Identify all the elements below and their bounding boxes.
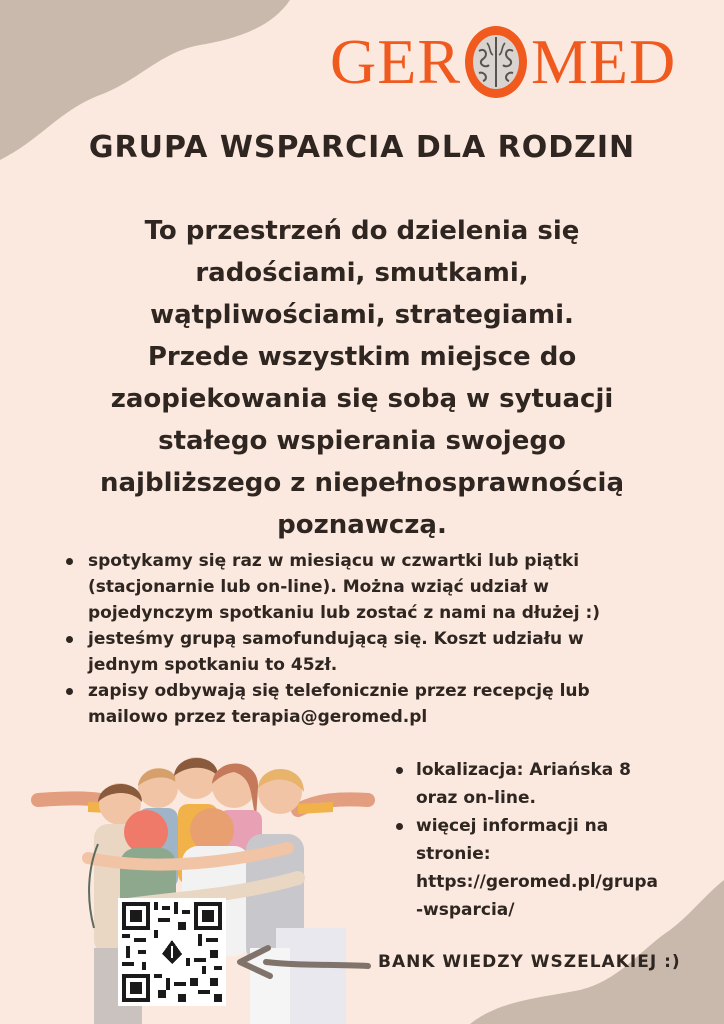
list-item [392,756,692,812]
intro-line: stałego wspierania swojego [158,426,566,456]
intro-line: To przestrzeń do dzielenia się [144,216,580,246]
logo-text-left: GER [330,26,461,97]
list-item [64,626,664,678]
list-item-line: lokalizacja: Ariańska 8 [416,760,631,780]
list-item-line: (stacjonarnie lub on-line). Można wziąć udział w [88,577,549,597]
list-item [64,548,664,626]
qr-code-icon [122,902,222,1002]
intro-line: wątpliwościami, strategiami. [150,300,574,330]
list-item-line: jednym spotkaniu to 45zł. [88,655,338,675]
list-item-line: zapisy odbywają się telefonicznie przez recepcję lub [88,681,590,701]
logo-text-right: MED [531,26,677,97]
list-item-line: więcej informacji na [416,816,609,836]
intro-paragraph [80,210,644,546]
brain-icon [465,26,527,98]
bank-label: BANK WIEDZY WSZELAKIEJ :) [378,952,681,972]
list-item [392,812,692,924]
website-link-cont[interactable]: -wsparcia/ [416,900,515,920]
qr-code[interactable] [118,898,226,1006]
arrow-left-icon [232,936,372,986]
intro-line: radościami, smutkami, [195,258,529,288]
geromed-logo [330,22,700,102]
list-item [64,678,664,730]
info-list [64,548,664,730]
list-item-line: pojedynczym spotkaniu lub zostać z nami na dłużej :) [88,603,601,623]
list-item-line: mailowo przez terapia@geromed.pl [88,707,428,727]
location-list [392,756,692,924]
intro-line: Przede wszystkim miejsce do [147,342,577,372]
intro-line: zaopiekowania się sobą w sytuacji [110,384,614,414]
page-title: GRUPA WSPARCIA DLA RODZIN [88,130,636,165]
list-item-line: jesteśmy grupą samofundującą się. Koszt udziału w [88,629,584,649]
intro-line: poznawczą. [277,510,447,540]
list-item-line: stronie: [416,844,491,864]
list-item-line: oraz on-line. [416,788,536,808]
intro-line: najbliższego z niepełnosprawnością [100,468,624,498]
list-item-line: spotykamy się raz w miesiącu w czwartki lub piątki [88,551,580,571]
website-link[interactable]: https://geromed.pl/grupa [416,872,658,892]
